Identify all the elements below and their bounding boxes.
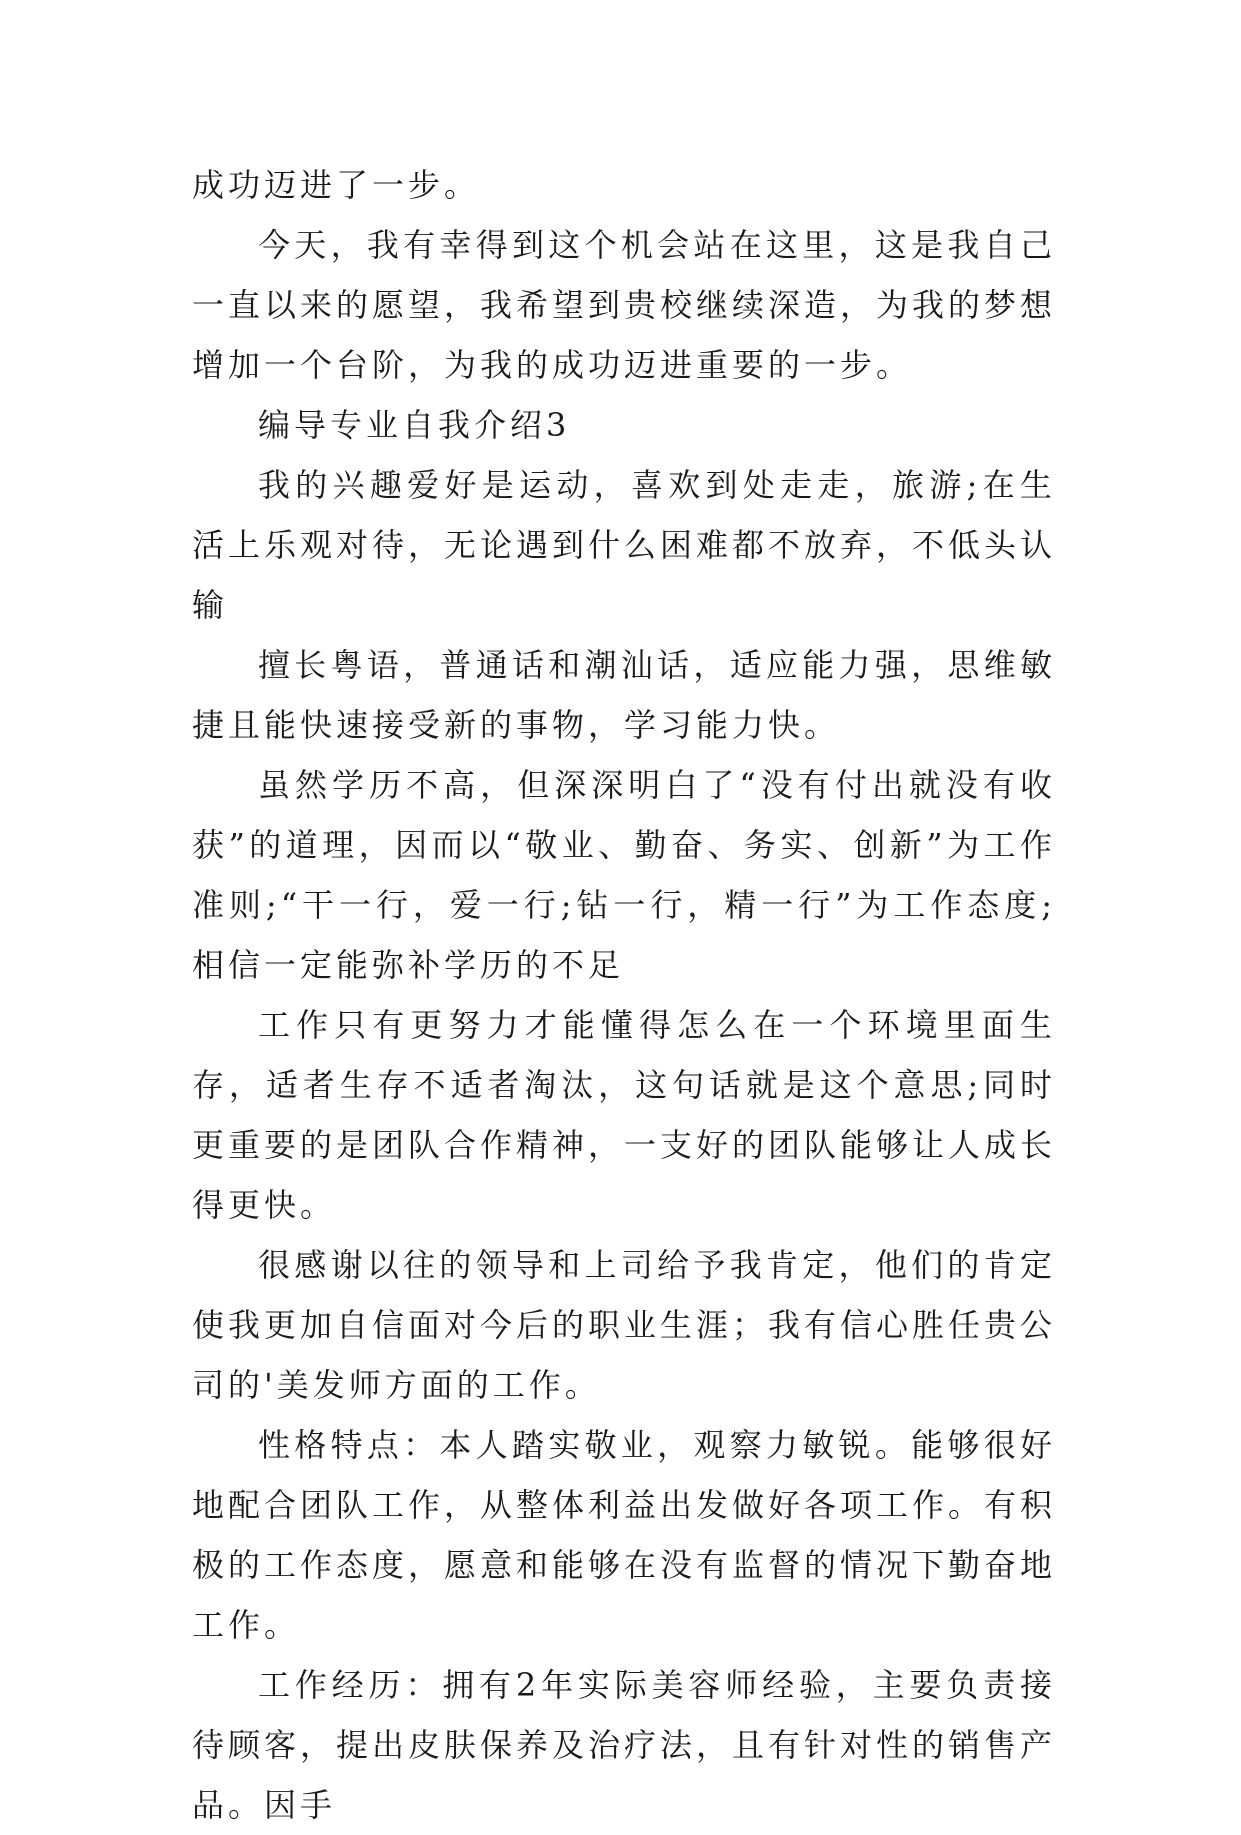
paragraph-experience: 工作经历：拥有2年实际美容师经验，主要负责接待顾客，提出皮肤保养及治疗法，且有针对性的销售产品。因手: [192, 1666, 1057, 1824]
paragraph-gratitude: 很感谢以往的领导和上司给予我肯定，他们的肯定使我更加自信面对今后的职业生涯；我有信心胜任贵公司的'美发师方面的工作。: [192, 1246, 1057, 1404]
paragraph-education: 虽然学历不高，但深深明白了“没有付出就没有收获”的道理，因而以“敬业、勤奋、务实、创新”为工作准则;“干一行，爱一行;钻一行，精一行”为工作态度;相信一定能弥补学历的不足: [192, 766, 1056, 984]
paragraph-languages: 擅长粤语，普通话和潮汕话，适应能力强，思维敏捷且能快速接受新的事物，学习能力快。: [192, 646, 1056, 744]
paragraph-wish: 今天，我有幸得到这个机会站在这里，这是我自己一直以来的愿望，我希望到贵校继续深造，为我的梦想增加一个台阶，为我的成功迈进重要的一步。: [192, 226, 1057, 384]
document-body: [192, 155, 1056, 1835]
paragraph-continuation: 成功迈进了一步。: [192, 166, 481, 204]
paragraph-teamwork: 工作只有更努力才能懂得怎么在一个环境里面生存，适者生存不适者淘汰，这句话就是这个意思;同时更重要的是团队合作精神，一支好的团队能够让人成长得更快。: [192, 1006, 1057, 1224]
paragraph-hobbies: 我的兴趣爱好是运动，喜欢到处走走，旅游;在生活上乐观对待，无论遇到什么困难都不放弃，不低头认输: [192, 466, 1057, 624]
section-heading: 编导专业自我介绍3: [258, 406, 571, 444]
paragraph-personality: 性格特点：本人踏实敬业，观察力敏锐。能够很好地配合团队工作，从整体利益出发做好各项工作。有积极的工作态度，愿意和能够在没有监督的情况下勤奋地工作。: [192, 1426, 1057, 1644]
